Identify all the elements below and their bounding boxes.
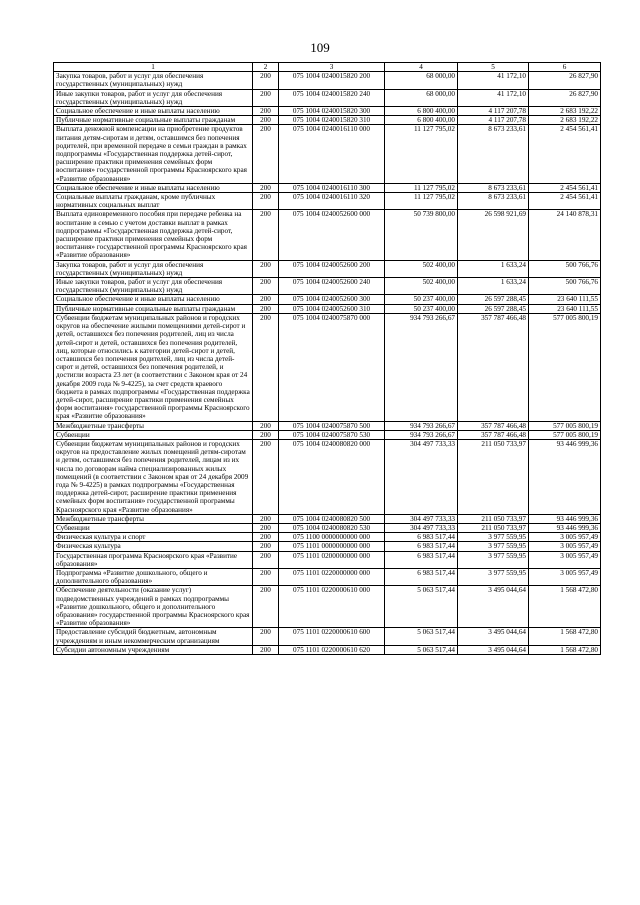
row-value-executed: 211 050 733,97 [458, 439, 529, 514]
row-name: Предоставление субсидий бюджетным, автономным учреждениям и иным некоммерческим организациям [54, 628, 253, 645]
row-value-approved: 304 497 733,33 [385, 523, 458, 532]
table-row [54, 193, 601, 210]
row-name: Выплата единовременного пособия при передаче ребенка на воспитание в семью с учетом доставки выплат в рамках подпрограммы «Государственная поддержка детей-сирот, расширение практики применения семейных форм воспитания» государственной программы Красноярского края «Развитие образования» [54, 210, 253, 260]
row-budget-code: 075 1004 0240080820 530 [279, 523, 385, 532]
row-budget-code: 075 1101 0220000610 600 [279, 628, 385, 645]
row-name: Субсидии автономным учреждениям [54, 645, 253, 654]
row-line-code: 200 [253, 439, 279, 514]
row-value-executed: 3 495 044,64 [458, 586, 529, 628]
row-line-code: 200 [253, 313, 279, 421]
table-row [54, 183, 601, 192]
row-line-code: 200 [253, 523, 279, 532]
row-name: Социальное обеспечение и иные выплаты населению [54, 107, 253, 116]
row-value-approved: 6 983 517,44 [385, 533, 458, 542]
row-value-remaining: 577 005 800,19 [529, 313, 601, 421]
row-budget-code: 075 1004 0240016110 300 [279, 183, 385, 192]
row-value-approved: 6 983 517,44 [385, 568, 458, 585]
row-name: Межбюджетные трансферты [54, 514, 253, 523]
row-name: Физическая культура [54, 542, 253, 551]
row-value-approved: 11 127 795,02 [385, 193, 458, 210]
row-line-code: 200 [253, 72, 279, 89]
row-line-code: 200 [253, 183, 279, 192]
row-budget-code: 075 1101 0200000000 000 [279, 551, 385, 568]
table-row [54, 107, 601, 116]
row-name: Обеспечение деятельности (оказание услуг) подведомственных учреждений в рамках подпрограммы «Развитие дошкольного, общего и дополнительного образования» государственной программы Красноярского края «Развитие образования» [54, 586, 253, 628]
row-value-remaining: 24 140 878,31 [529, 210, 601, 260]
row-value-remaining: 3 005 957,49 [529, 533, 601, 542]
row-budget-code: 075 1004 0240052600 000 [279, 210, 385, 260]
row-budget-code: 075 1004 0240052600 310 [279, 304, 385, 313]
table-row [54, 542, 601, 551]
row-name: Субвенции [54, 430, 253, 439]
row-value-executed: 211 050 733,97 [458, 514, 529, 523]
row-value-approved: 6 983 517,44 [385, 542, 458, 551]
row-budget-code: 075 1100 0000000000 000 [279, 533, 385, 542]
row-value-approved: 304 497 733,33 [385, 439, 458, 514]
row-value-approved: 11 127 795,02 [385, 183, 458, 192]
row-value-remaining: 23 640 111,55 [529, 295, 601, 304]
row-line-code: 200 [253, 421, 279, 430]
row-name: Публичные нормативные социальные выплаты гражданам [54, 116, 253, 125]
row-line-code: 200 [253, 107, 279, 116]
row-value-remaining: 2 454 561,41 [529, 125, 601, 183]
row-name: Выплата денежной компенсации на приобретение продуктов питания детям-сиротам и детям, оставшимся без попечения родителей, при временной передаче в семьи граждан в рамках подпрограммы «Государственная поддержка детей-сирот, расширение практики применения семейных форм воспитания» государственной программы Красноярского края «Развитие образования» [54, 125, 253, 183]
table-row [54, 568, 601, 585]
row-value-executed: 26 597 288,45 [458, 295, 529, 304]
row-value-approved: 5 063 517,44 [385, 628, 458, 645]
row-budget-code: 075 1004 0240052600 200 [279, 260, 385, 277]
table-row [54, 586, 601, 628]
row-line-code: 200 [253, 116, 279, 125]
row-value-executed: 41 172,10 [458, 72, 529, 89]
row-value-remaining: 3 005 957,49 [529, 551, 601, 568]
row-budget-code: 075 1004 0240016110 000 [279, 125, 385, 183]
table-row [54, 295, 601, 304]
row-value-approved: 68 000,00 [385, 72, 458, 89]
row-value-remaining: 577 005 800,19 [529, 421, 601, 430]
row-name: Социальное обеспечение и иные выплаты населению [54, 183, 253, 192]
row-budget-code: 075 1004 0240075870 530 [279, 430, 385, 439]
row-value-executed: 3 495 044,64 [458, 628, 529, 645]
table-row [54, 89, 601, 106]
row-name: Государственная программа Красноярского края «Развитие образования» [54, 551, 253, 568]
row-name: Подпрограмма «Развитие дошкольного, общего и дополнительного образования» [54, 568, 253, 585]
row-budget-code: 075 1004 0240052600 300 [279, 295, 385, 304]
row-budget-code: 075 1101 0000000000 000 [279, 542, 385, 551]
column-header: 6 [529, 63, 601, 72]
row-value-approved: 5 063 517,44 [385, 645, 458, 654]
row-value-approved: 6 800 400,00 [385, 116, 458, 125]
row-line-code: 200 [253, 645, 279, 654]
row-value-executed: 8 673 233,61 [458, 183, 529, 192]
table-row [54, 430, 601, 439]
row-value-remaining: 23 640 111,55 [529, 304, 601, 313]
row-value-executed: 4 117 207,78 [458, 116, 529, 125]
row-budget-code: 075 1004 0240080820 000 [279, 439, 385, 514]
row-value-executed: 8 673 233,61 [458, 125, 529, 183]
row-line-code: 200 [253, 278, 279, 295]
row-line-code: 200 [253, 210, 279, 260]
row-line-code: 200 [253, 295, 279, 304]
row-value-remaining: 2 454 561,41 [529, 183, 601, 192]
row-value-executed: 41 172,10 [458, 89, 529, 106]
table-row [54, 533, 601, 542]
row-budget-code: 075 1101 0220000610 620 [279, 645, 385, 654]
row-line-code: 200 [253, 125, 279, 183]
row-name: Публичные нормативные социальные выплаты гражданам [54, 304, 253, 313]
row-value-remaining: 3 005 957,49 [529, 542, 601, 551]
row-budget-code: 075 1004 0240015820 300 [279, 107, 385, 116]
row-budget-code: 075 1004 0240015820 240 [279, 89, 385, 106]
row-name: Иные закупки товаров, работ и услуг для обеспечения государственных (муниципальных) нужд [54, 89, 253, 106]
row-value-executed: 26 597 288,45 [458, 304, 529, 313]
row-value-remaining: 1 568 472,80 [529, 628, 601, 645]
table-row [54, 421, 601, 430]
row-budget-code: 075 1004 0240075870 000 [279, 313, 385, 421]
row-line-code: 200 [253, 260, 279, 277]
row-value-approved: 934 793 266,67 [385, 421, 458, 430]
row-value-approved: 502 400,00 [385, 278, 458, 295]
table-row [54, 125, 601, 183]
table-row [54, 210, 601, 260]
budget-table [53, 62, 601, 655]
row-name: Межбюджетные трансферты [54, 421, 253, 430]
row-budget-code: 075 1004 0240052600 240 [279, 278, 385, 295]
row-line-code: 200 [253, 304, 279, 313]
row-value-executed: 3 977 559,95 [458, 568, 529, 585]
row-value-remaining: 93 446 999,36 [529, 523, 601, 532]
row-name: Иные закупки товаров, работ и услуг для обеспечения государственных (муниципальных) нужд [54, 278, 253, 295]
row-value-executed: 1 633,24 [458, 278, 529, 295]
table-row [54, 260, 601, 277]
column-header: 2 [253, 63, 279, 72]
table-row [54, 72, 601, 89]
row-value-executed: 3 977 559,95 [458, 533, 529, 542]
row-value-approved: 934 793 266,67 [385, 313, 458, 421]
column-header: 4 [385, 63, 458, 72]
row-budget-code: 075 1004 0240075870 500 [279, 421, 385, 430]
row-name: Социальные выплаты гражданам, кроме публичных нормативных социальных выплат [54, 193, 253, 210]
row-value-remaining: 500 766,76 [529, 260, 601, 277]
row-value-executed: 3 977 559,95 [458, 542, 529, 551]
table-row [54, 313, 601, 421]
row-value-remaining: 577 005 800,19 [529, 430, 601, 439]
column-header: 1 [54, 63, 253, 72]
row-value-remaining: 93 446 999,36 [529, 514, 601, 523]
table-row [54, 304, 601, 313]
table-row [54, 523, 601, 532]
row-value-approved: 502 400,00 [385, 260, 458, 277]
row-name: Закупка товаров, работ и услуг для обеспечения государственных (муниципальных) нужд [54, 260, 253, 277]
table-row [54, 116, 601, 125]
row-value-remaining: 1 568 472,80 [529, 645, 601, 654]
row-budget-code: 075 1004 0240016110 320 [279, 193, 385, 210]
row-value-approved: 6 983 517,44 [385, 551, 458, 568]
row-line-code: 200 [253, 89, 279, 106]
row-line-code: 200 [253, 514, 279, 523]
row-line-code: 200 [253, 628, 279, 645]
table-header-row [54, 63, 601, 72]
row-value-remaining: 3 005 957,49 [529, 568, 601, 585]
row-value-executed: 357 787 466,48 [458, 421, 529, 430]
row-value-approved: 5 063 517,44 [385, 586, 458, 628]
row-name: Социальное обеспечение и иные выплаты населению [54, 295, 253, 304]
row-value-approved: 50 739 800,00 [385, 210, 458, 260]
row-value-executed: 26 598 921,69 [458, 210, 529, 260]
row-line-code: 200 [253, 551, 279, 568]
row-value-remaining: 2 683 192,22 [529, 116, 601, 125]
table-row [54, 551, 601, 568]
row-value-remaining: 26 827,90 [529, 72, 601, 89]
row-value-approved: 50 237 400,00 [385, 304, 458, 313]
row-value-remaining: 2 683 192,22 [529, 107, 601, 116]
table-row [54, 628, 601, 645]
row-value-approved: 6 800 400,00 [385, 107, 458, 116]
row-value-approved: 304 497 733,33 [385, 514, 458, 523]
row-name: Физическая культура и спорт [54, 533, 253, 542]
row-line-code: 200 [253, 586, 279, 628]
table-row [54, 439, 601, 514]
row-value-executed: 357 787 466,48 [458, 313, 529, 421]
row-name: Субвенции бюджетам муниципальных районов и городских округов на предоставление жилых помещений детям-сиротам и детям, оставшимся без попечения родителей, лицам из их числа по договорам найма специализированных жилых помещений (в соответствии с Законом края от 24 декабря 2009 года № 9-4225) в рамках подпрограммы «Государственная поддержка детей-сирот, расширение практики применения семейных форм воспитания» государственной программы Красноярского края «Развитие образования» [54, 439, 253, 514]
row-value-executed: 8 673 233,61 [458, 193, 529, 210]
row-value-remaining: 93 446 999,36 [529, 439, 601, 514]
row-value-remaining: 1 568 472,80 [529, 586, 601, 628]
table-row [54, 514, 601, 523]
row-value-approved: 11 127 795,02 [385, 125, 458, 183]
table-row [54, 645, 601, 654]
column-header: 5 [458, 63, 529, 72]
row-budget-code: 075 1101 0220000610 000 [279, 586, 385, 628]
row-budget-code: 075 1101 0220000000 000 [279, 568, 385, 585]
row-line-code: 200 [253, 542, 279, 551]
row-budget-code: 075 1004 0240015820 200 [279, 72, 385, 89]
row-value-executed: 357 787 466,48 [458, 430, 529, 439]
row-value-remaining: 26 827,90 [529, 89, 601, 106]
row-value-executed: 4 117 207,78 [458, 107, 529, 116]
row-value-executed: 3 495 044,64 [458, 645, 529, 654]
column-header: 3 [279, 63, 385, 72]
row-value-approved: 934 793 266,67 [385, 430, 458, 439]
row-budget-code: 075 1004 0240080820 500 [279, 514, 385, 523]
row-budget-code: 075 1004 0240015820 310 [279, 116, 385, 125]
row-value-approved: 68 000,00 [385, 89, 458, 106]
row-value-remaining: 2 454 561,41 [529, 193, 601, 210]
row-name: Субвенции [54, 523, 253, 532]
row-line-code: 200 [253, 533, 279, 542]
row-value-executed: 211 050 733,97 [458, 523, 529, 532]
row-value-executed: 1 633,24 [458, 260, 529, 277]
row-value-approved: 50 237 400,00 [385, 295, 458, 304]
row-name: Закупка товаров, работ и услуг для обеспечения государственных (муниципальных) нужд [54, 72, 253, 89]
row-name: Субвенции бюджетам муниципальных районов и городских округов на обеспечение жилыми помещениями детей-сирот и детей, оставшихся без попечения родителей, лиц из числа детей-сирот и детей, оставшихся без попечения родителей, лиц, которые относились к категории детей-сирот и детей, оставшихся без попечения родителей, лиц из числа детей-сирот и детей, оставшихся без попечения родителей, и достигли возраста 23 лет (в соответствии с Законом края от 24 декабря 2009 года № 9-4225), за счет средств краевого бюджета в рамках подпрограммы «Государственная поддержка детей-сирот, расширение практики применения семейных форм воспитания» государственной программы Красноярского края «Развитие образования» [54, 313, 253, 421]
row-line-code: 200 [253, 430, 279, 439]
table-row [54, 278, 601, 295]
row-line-code: 200 [253, 193, 279, 210]
row-line-code: 200 [253, 568, 279, 585]
row-value-executed: 3 977 559,95 [458, 551, 529, 568]
row-value-remaining: 500 766,76 [529, 278, 601, 295]
page-number: 109 [310, 40, 330, 55]
